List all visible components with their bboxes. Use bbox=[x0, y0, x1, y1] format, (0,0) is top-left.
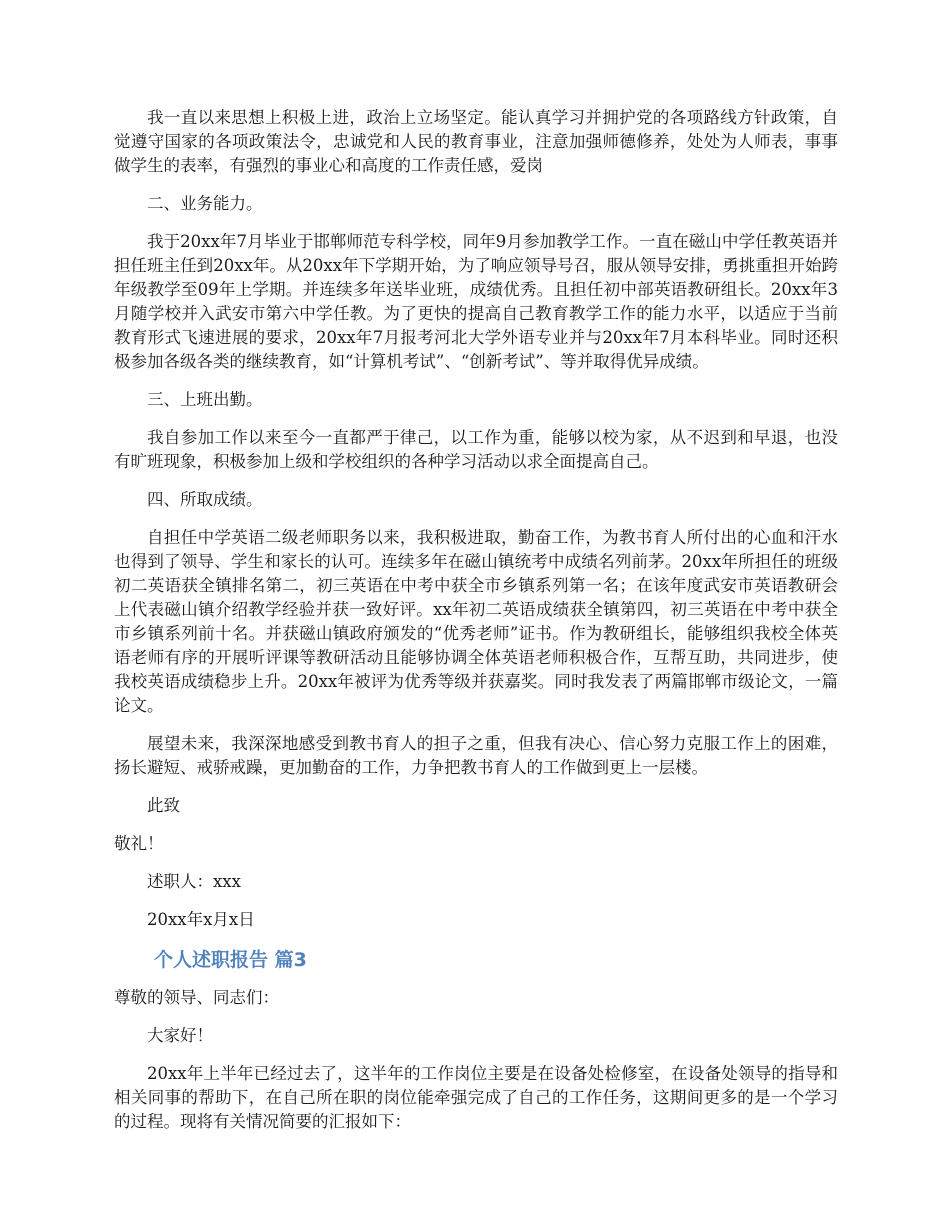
signature-reporter: 述职人：xxx bbox=[147, 872, 241, 891]
section-heading-achievements: 四、所取成绩。 bbox=[147, 490, 263, 509]
paragraph-outlook: 展望未来，我深深地感受到教书育人的担子之重，但我有决心、信心努力克服工作上的困难，扬长避短、戒骄戒躁，更加勤奋的工作，力争把教书育人的工作做到更上一层楼。 bbox=[114, 734, 838, 777]
paragraph-political-stance: 我一直以来思想上积极上进，政治上立场坚定。能认真学习并拥护党的各项路线方针政策，自觉遵守国家的各项政策法令，忠诚党和人民的教育事业，注意加强师德修养，处处为人师表，事事做学生的表率，有强烈的事业心和高度的工作责任感，爱岗 bbox=[114, 108, 838, 175]
closing-regards: 敬礼！ bbox=[114, 834, 164, 853]
document-body bbox=[114, 106, 838, 1148]
paragraph-attendance: 我自参加工作以来至今一直都严于律己，以工作为重，能够以校为家，从不迟到和早退，也没有旷班现象，积极参加上级和学校组织的各种学习活动以求全面提高自己。 bbox=[114, 428, 838, 471]
paragraph-business-ability: 我于20xx年7月毕业于邯郸师范专科学校，同年9月参加教学工作。一直在磁山中学任教英语并担任班主任到20xx年。从20xx年下学期开始，为了响应领导号召，服从领导安排，勇挑重担开始跨年级教学至09年上学期。并连续多年送毕业班，成绩优秀。且担任初中部英语教研组长。20xx年3月随学校并入武安市第六中学任教。为了更快的提高自己教育教学工作的能力水平，以适应于当前教育形式飞速进展的要求，20xx年7月报考河北大学外语专业并与20xx年7月本科毕业。同时还积极参加各级各类的继续教育，如“计算机考试”、“创新考试”、等并取得优异成绩。 bbox=[114, 232, 838, 371]
section-heading-business-ability: 二、业务能力。 bbox=[147, 194, 263, 213]
signature-date: 20xx年x月x日 bbox=[147, 910, 255, 929]
section-heading-attendance: 三、上班出勤。 bbox=[147, 390, 263, 409]
paragraph-achievements: 自担任中学英语二级老师职务以来，我积极进取，勤奋工作，为教书育人所付出的心血和汗水也得到了领导、学生和家长的认可。连续多年在磁山镇统考中成绩名列前茅。20xx年所担任的班级初二英语获全镇排名第二，初三英语在中考中获全市乡镇系列第一名；在该年度武安市英语教研会上代表磁山镇介绍教学经验并获一致好评。xx年初二英语成绩获全镇第四，初三英语在中考中获全市乡镇系列前十名。并获磁山镇政府颁发的“优秀老师”证书。作为教研组长，能够组织我校全体英语老师有序的开展听评课等教研活动且能够协调全体英语老师积极合作，互帮互助，共同进步，使我校英语成绩稳步上升。20xx年被评为优秀等级并获嘉奖。同时我发表了两篇邯郸市级论文，一篇论文。 bbox=[114, 528, 838, 715]
greeting-hello: 大家好！ bbox=[147, 1026, 213, 1045]
report-heading: 个人述职报告 篇3 bbox=[154, 949, 307, 971]
greeting-addressee: 尊敬的领导、同志们： bbox=[114, 988, 279, 1007]
paragraph-half-year-summary: 20xx年上半年已经过去了，这半年的工作岗位主要是在设备处检修室，在设备处领导的指导和相关同事的帮助下，在自己所在职的岗位能牵强完成了自己的工作任务，这期间更多的是一个学习的过程。现将有关情况简要的汇报如下： bbox=[114, 1064, 838, 1131]
closing-salutation: 此致 bbox=[147, 796, 180, 815]
